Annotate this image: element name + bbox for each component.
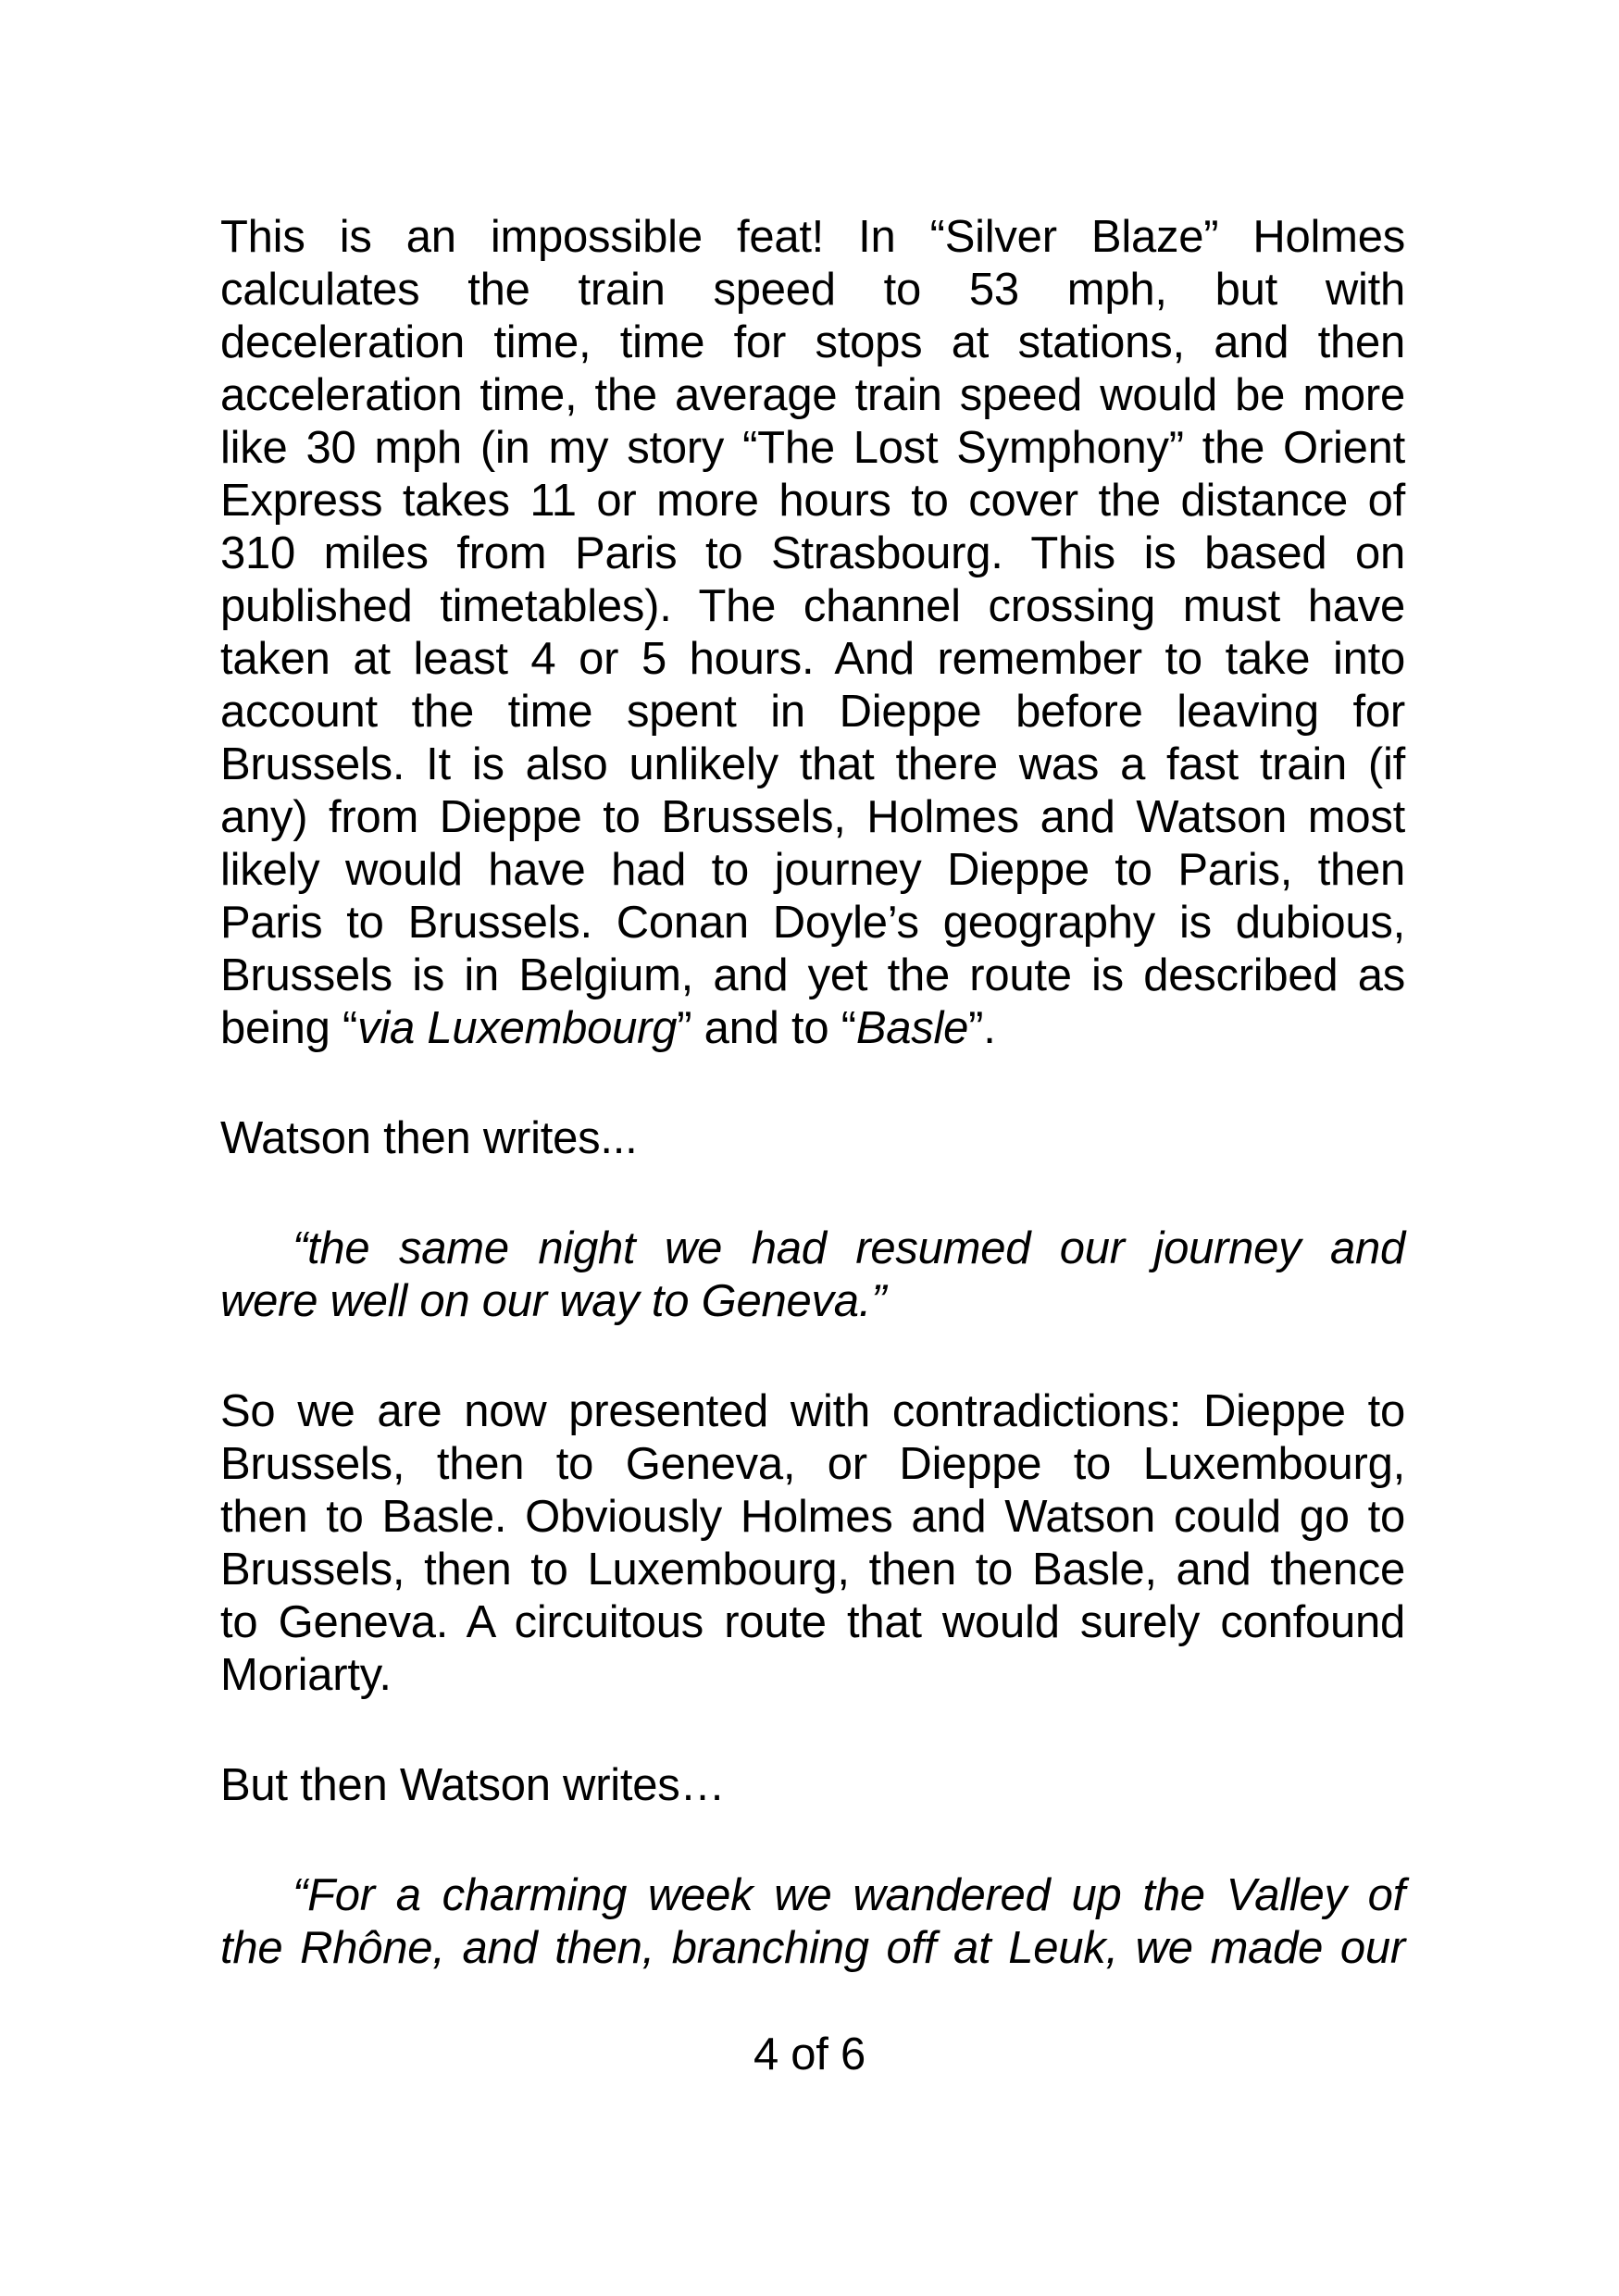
text-segment: ” and to “ — [677, 1003, 856, 1053]
text-line — [220, 316, 1405, 369]
text-segment: “the same night we had resumed our journey and — [293, 1223, 1405, 1273]
text-line — [220, 422, 1405, 475]
text-segment: Brussels is in Belgium, and yet the route is described as — [220, 950, 1405, 1000]
text-line — [220, 264, 1405, 316]
paragraph-contradictions — [220, 1385, 1405, 1702]
paragraph-watson-then-writes — [220, 1112, 1405, 1165]
text-line — [220, 1385, 1405, 1438]
text-segment: Brussels. It is also unlikely that there was a fast train (if — [220, 739, 1405, 789]
text-segment: Paris to Brussels. Conan Doyle’s geography is dubious, — [220, 898, 1405, 948]
text-line — [220, 1275, 1405, 1328]
text-line — [220, 211, 1405, 264]
text-line — [220, 949, 1405, 1002]
paragraph-impossible-feat — [220, 211, 1405, 1055]
text-segment: acceleration time, the average train speed would be more — [220, 370, 1405, 420]
text-line — [220, 738, 1405, 791]
text-line — [220, 1759, 1405, 1812]
text-line — [220, 897, 1405, 949]
text-line — [220, 369, 1405, 422]
text-line — [220, 527, 1405, 580]
text-segment: like 30 mph (in my story “The Lost Symphony” the Orient — [220, 423, 1405, 473]
text-segment: likely would have had to journey Dieppe to Paris, then — [220, 845, 1405, 895]
paragraph-but-then-watson-writes — [220, 1759, 1405, 1812]
text-segment: Brussels, then to Luxembourg, then to Basle, and thence — [220, 1545, 1405, 1595]
text-segment: deceleration time, time for stops at stations, and then — [220, 317, 1405, 367]
text-segment: This is an impossible feat! In “Silver Blaze” Holmes — [220, 212, 1405, 262]
text-line — [220, 1002, 1405, 1055]
text-segment: were well on our way to Geneva.” — [220, 1276, 887, 1326]
text-segment: calculates the train speed to 53 mph, but with — [220, 265, 1405, 315]
text-segment: to Geneva. A circuitous route that would surely confound — [220, 1597, 1405, 1647]
quote-rhone — [220, 1869, 1405, 1975]
text-line — [220, 1649, 1405, 1702]
italic-text-segment: via Luxembourg — [357, 1003, 678, 1053]
text-line — [220, 1544, 1405, 1596]
italic-text-segment: Basle — [855, 1003, 969, 1053]
text-line — [220, 633, 1405, 686]
text-line — [220, 844, 1405, 897]
text-segment: “For a charming week we wandered up the Valley of — [293, 1870, 1405, 1920]
text-line — [220, 1922, 1405, 1975]
text-segment: then to Basle. Obviously Holmes and Watson could go to — [220, 1492, 1405, 1542]
text-line — [220, 475, 1405, 527]
document-body — [220, 211, 1405, 1975]
text-segment: But then Watson writes… — [220, 1760, 726, 1810]
text-segment: Moriarty. — [220, 1650, 392, 1700]
quote-geneva — [220, 1222, 1405, 1328]
text-line — [220, 1112, 1405, 1165]
text-segment: account the time spent in Dieppe before leaving for — [220, 687, 1405, 737]
text-line — [220, 1222, 1405, 1275]
text-line — [220, 791, 1405, 844]
text-segment: any) from Dieppe to Brussels, Holmes and Watson most — [220, 792, 1405, 842]
text-line — [220, 686, 1405, 738]
text-line — [220, 1438, 1405, 1491]
text-line — [220, 1491, 1405, 1544]
text-segment: taken at least 4 or 5 hours. And remember to take into — [220, 634, 1405, 684]
text-line — [220, 580, 1405, 633]
text-segment: 310 miles from Paris to Strasbourg. This is based on — [220, 528, 1405, 578]
text-segment: Express takes 11 or more hours to cover the distance of — [220, 476, 1405, 526]
text-line — [220, 1596, 1405, 1649]
text-segment: the Rhône, and then, branching off at Leuk, we made our — [220, 1923, 1405, 1973]
text-segment: Watson then writes... — [220, 1113, 638, 1163]
text-segment: published timetables). The channel crossing must have — [220, 581, 1405, 631]
page-number: 4 of 6 — [753, 2029, 866, 2079]
text-segment: ”. — [968, 1003, 996, 1053]
text-segment: So we are now presented with contradictions: Dieppe to — [220, 1386, 1405, 1436]
text-line — [220, 1869, 1405, 1922]
text-segment: being “ — [220, 1003, 358, 1053]
text-segment: Brussels, then to Geneva, or Dieppe to Luxembourg, — [220, 1439, 1405, 1489]
